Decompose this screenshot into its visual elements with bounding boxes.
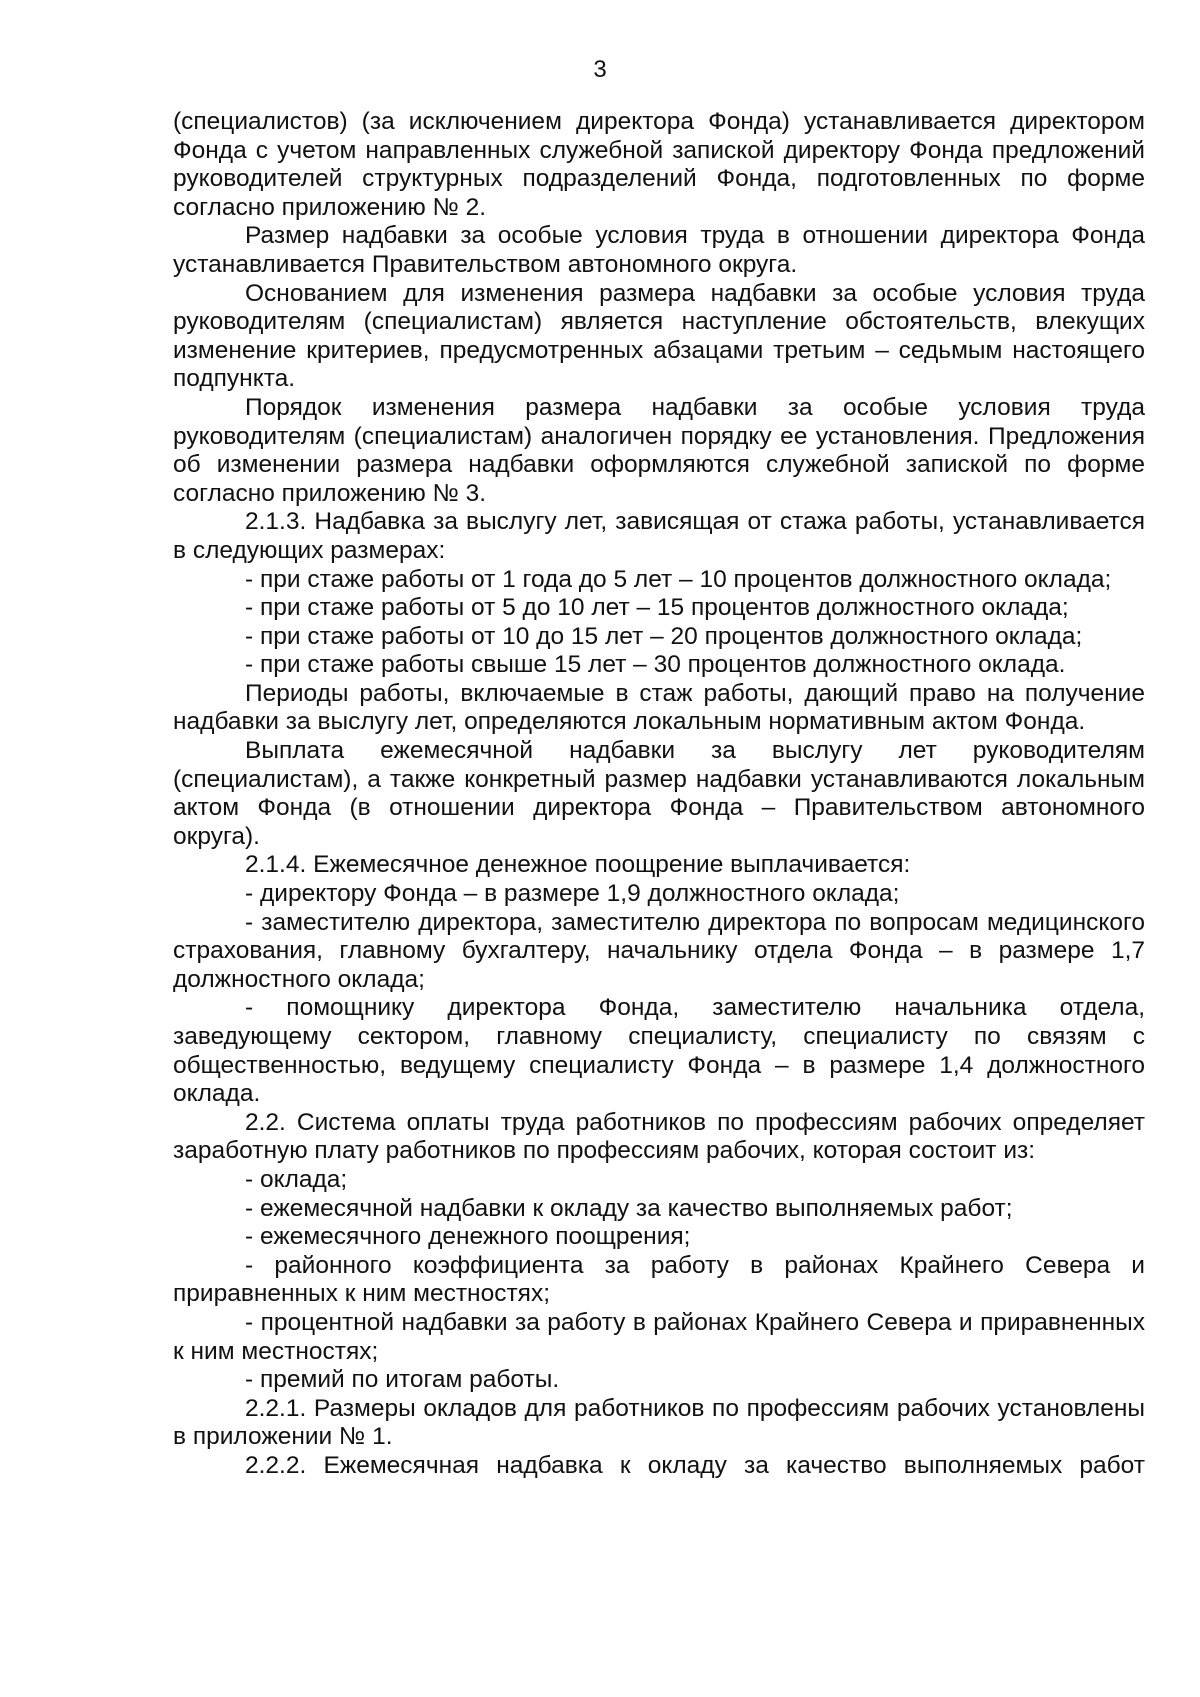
list-item: - процентной надбавки за работу в районах Крайнего Севера и приравненных к ним местностях; (173, 1308, 1145, 1365)
list-item: - директору Фонда – в размере 1,9 должностного оклада; (245, 880, 900, 908)
list-item: - при стаже работы свыше 15 лет – 30 процентов должностного оклада. (245, 651, 1066, 679)
paragraph: (специалистов) (за исключением директора Фонда) устанавливается директором Фонда с учетом направленных служебной запиской директору Фонда предложений руководителей структурных подразделений Фонда, подготовленных по форме согласно приложению № 2. (173, 108, 1145, 221)
paragraph: 2.2.2. Ежемесячная надбавка к окладу за качество выполняемых работ (245, 1451, 1145, 1479)
paragraph: 2.1.4. Ежемесячное денежное поощрение выплачивается: (245, 851, 911, 879)
list-item: - оклада; (245, 1165, 348, 1193)
list-item: - помощнику директора Фонда, заместителю начальника отдела, заведующему сектором, главному специалисту, специалисту по связям с общественностью, ведущему специалисту Фонда – в размере 1,4 должностного оклада. (173, 994, 1145, 1108)
list-item: - при стаже работы от 5 до 10 лет – 15 процентов должностного оклада; (245, 594, 1069, 622)
paragraph: Основанием для изменения размера надбавки за особые условия труда руководителям (специалистам) является наступление обстоятельств, влекущих изменение критериев, предусмотренных абзацами третьим – седьмым настоящего подпункта. (173, 279, 1145, 393)
paragraph: 2.2.1. Размеры окладов для работников по профессиям рабочих установлены в приложении № 1. (173, 1394, 1145, 1451)
list-item: - районного коэффициента за работу в районах Крайнего Севера и приравненных к ним местностях; (173, 1251, 1145, 1308)
list-item: - ежемесячной надбавки к окладу за качество выполняемых работ; (245, 1194, 1013, 1222)
paragraph: Выплата ежемесячной надбавки за выслугу лет руководителям (специалистам), а также конкретный размер надбавки устанавливаются локальным актом Фонда (в отношении директора Фонда – Правительством автономного округа). (173, 737, 1145, 850)
paragraph: Порядок изменения размера надбавки за особые условия труда руководителям (специалистам) аналогичен порядку ее установления. Предложения об изменении размера надбавки оформляются служебной запиской по форме согласно приложению № 3. (173, 393, 1145, 507)
list-item: - ежемесячного денежного поощрения; (245, 1223, 691, 1251)
paragraph: 2.1.3. Надбавка за выслугу лет, зависящая от стажа работы, устанавливается в следующих размерах: (173, 508, 1145, 564)
list-item: - при стаже работы от 1 года до 5 лет – 10 процентов должностного оклада; (245, 565, 1112, 593)
list-item: - премий по итогам работы. (245, 1366, 560, 1394)
paragraph: 2.2. Система оплаты труда работников по профессиям рабочих определяет заработную плату работников по профессиям рабочих, которая состоит из: (173, 1108, 1145, 1165)
list-item: - при стаже работы от 10 до 15 лет – 20 процентов должностного оклада; (245, 622, 1083, 650)
paragraph: Размер надбавки за особые условия труда в отношении директора Фонда устанавливается Правительством автономного округа. (173, 222, 1145, 278)
document-body (173, 108, 1145, 1481)
paragraph: Периоды работы, включаемые в стаж работы, дающий право на получение надбавки за выслугу лет, определяются локальным нормативным актом Фонда. (173, 679, 1145, 736)
list-item: - заместителю директора, заместителю директора по вопросам медицинского страхования, главному бухгалтеру, начальнику отдела Фонда – в размере 1,7 должностного оклада; (173, 908, 1145, 993)
page-number: 3 (593, 56, 607, 83)
